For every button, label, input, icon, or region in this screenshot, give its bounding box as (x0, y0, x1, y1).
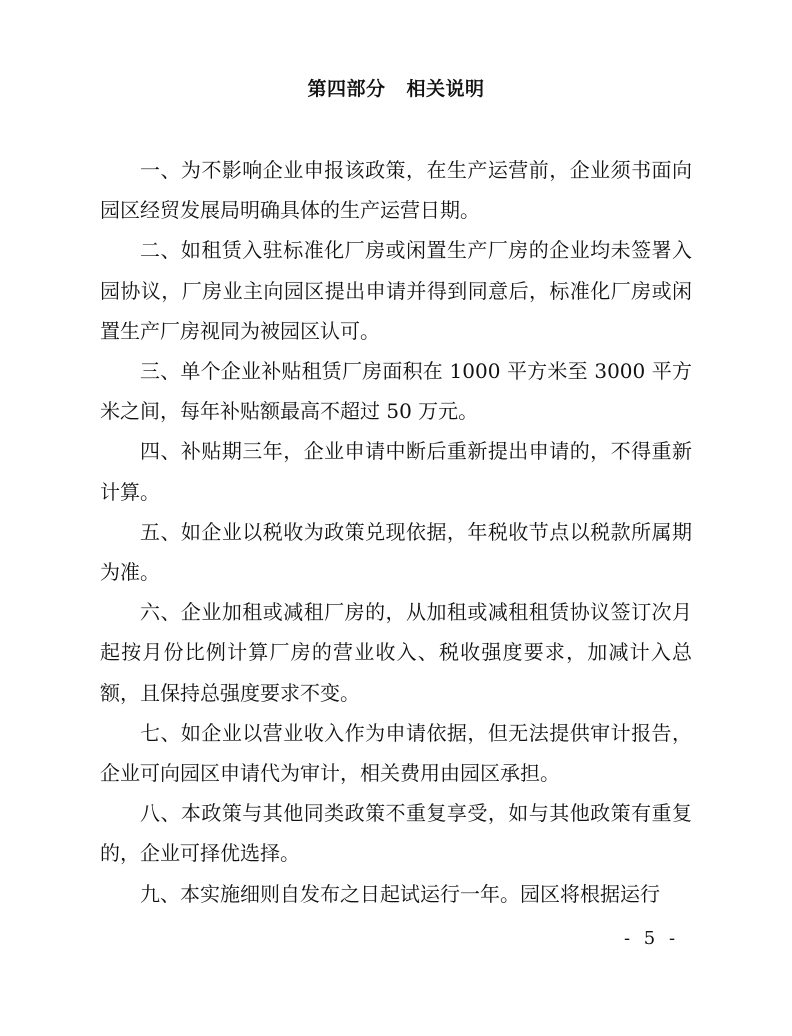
document-body (100, 150, 692, 914)
paragraph-8: 八、本政策与其他同类政策不重复享受，如与其他政策有重复的，企业可择优选择。 (100, 801, 692, 866)
paragraph-9: 九、本实施细则自发布之日起试运行一年。园区将根据运行 (140, 881, 660, 906)
paragraph-4: 四、补贴期三年，企业申请中断后重新提出申请的，不得重新计算。 (100, 439, 692, 504)
page-number: - 5 - (624, 928, 680, 949)
paragraph-2: 二、如租赁入驻标准化厂房或闲置生产厂房的企业均未签署入园协议，厂房业主向园区提出申请并得到同意后，标准化厂房或闲置生产厂房视同为被园区认可。 (100, 238, 692, 343)
paragraph-6: 六、企业加租或减租厂房的，从加租或减租租赁协议签订次月起按月份比例计算厂房的营业收入、税收强度要求，加减计入总额，且保持总强度要求不变。 (100, 600, 692, 705)
paragraph-7: 七、如企业以营业收入作为申请依据，但无法提供审计报告，企业可向园区申请代为审计，相关费用由园区承担。 (100, 720, 692, 786)
section-title: 第四部分 相关说明 (307, 78, 485, 100)
paragraph-3: 三、单个企业补贴租赁厂房面积在 1000 平方米至 3000 平方米之间，每年补贴额最高不超过 50 万元。 (100, 359, 692, 424)
paragraph-1: 一、为不影响企业申报该政策，在生产运营前，企业须书面向园区经贸发展局明确具体的生产运营日期。 (100, 158, 692, 223)
paragraph-5: 五、如企业以税收为政策兑现依据，年税收节点以税款所属期为准。 (100, 519, 692, 585)
